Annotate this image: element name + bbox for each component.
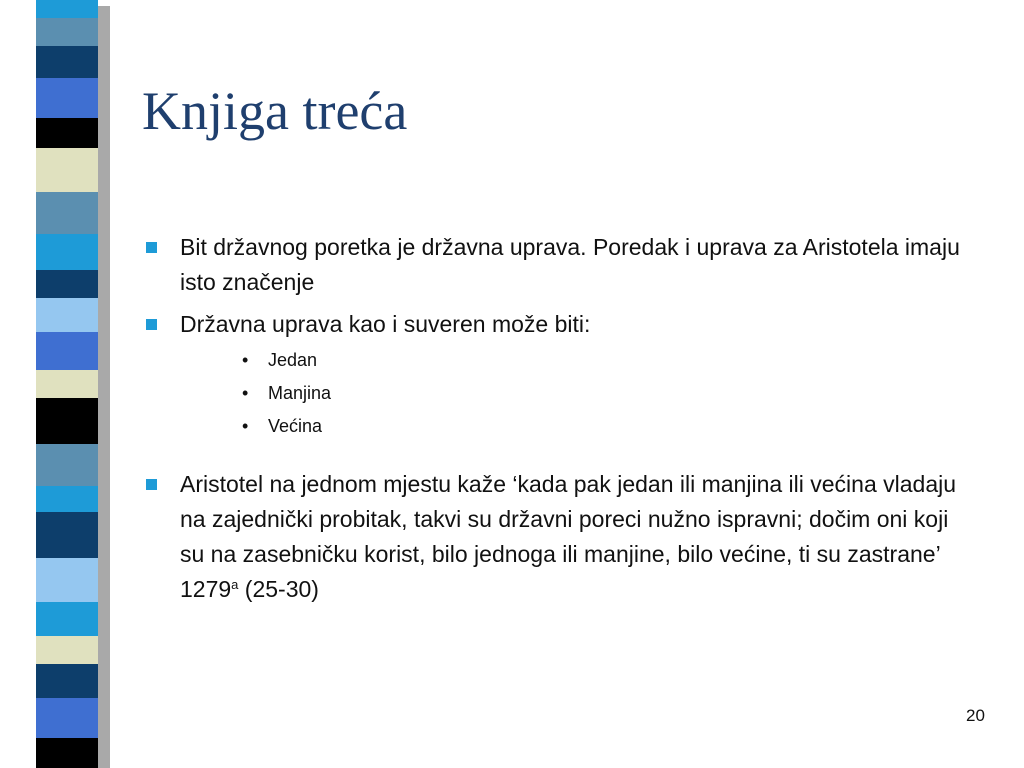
stripe-block <box>36 0 98 18</box>
stripe-block <box>36 398 98 444</box>
stripe-block <box>36 558 98 602</box>
sub-item-text: Većina <box>268 416 323 436</box>
bullet-text: Državna uprava kao i suveren može biti: <box>180 311 591 337</box>
stripe-block <box>36 148 98 192</box>
stripe-block <box>36 118 98 148</box>
dot-bullet-icon: • <box>242 383 249 403</box>
dot-bullet-icon: • <box>242 416 249 436</box>
stripe-block <box>36 298 98 332</box>
stripe-block <box>36 664 98 698</box>
bullet-text: Aristotel na jednom mjestu kaže ‘kada pak jedan ili manjina ili većina vladaju na zajednički probitak, takvi su državni poreci nužno ispravni; dočim oni koji su na zasebničku korist, bilo jednoga ili manjine, bilo većine, ti su zastrane’ 1279 <box>180 471 957 602</box>
stripe-block <box>36 636 98 664</box>
page-number: 20 <box>966 706 985 725</box>
stripe-block <box>36 602 98 636</box>
stripe-block <box>36 512 98 558</box>
sub-list <box>146 344 976 443</box>
bullet-item <box>146 230 976 300</box>
sub-item-text: Jedan <box>268 350 318 370</box>
bullet-item <box>146 307 976 342</box>
slide-body <box>146 230 976 607</box>
stripe-block <box>36 78 98 118</box>
square-bullet-icon <box>146 242 157 253</box>
sub-list-item <box>146 410 976 443</box>
sub-list-item <box>146 377 976 410</box>
citation-range: (25-30) <box>238 576 319 602</box>
stripe-block <box>36 332 98 370</box>
stripe-block <box>36 698 98 738</box>
bullet-item <box>146 467 976 607</box>
stripe-block <box>36 738 98 768</box>
stripe-block <box>36 444 98 486</box>
stripe-block <box>36 192 98 234</box>
stripe-block <box>36 370 98 398</box>
square-bullet-icon <box>146 479 157 490</box>
stripe-block <box>36 270 98 298</box>
decorative-stripe <box>36 0 98 768</box>
square-bullet-icon <box>146 319 157 330</box>
stripe-block <box>36 486 98 512</box>
dot-bullet-icon: • <box>242 350 249 370</box>
stripe-block <box>36 18 98 46</box>
stripe-block <box>36 46 98 78</box>
superscript: a <box>231 577 239 592</box>
stripe-block <box>36 234 98 270</box>
bullet-text: Bit državnog poretka je državna uprava. Poredak i uprava za Aristotela imaju isto značenje <box>180 234 960 295</box>
sub-list-item <box>146 344 976 377</box>
slide-title: Knjiga treća <box>142 81 408 141</box>
sub-item-text: Manjina <box>268 383 332 403</box>
